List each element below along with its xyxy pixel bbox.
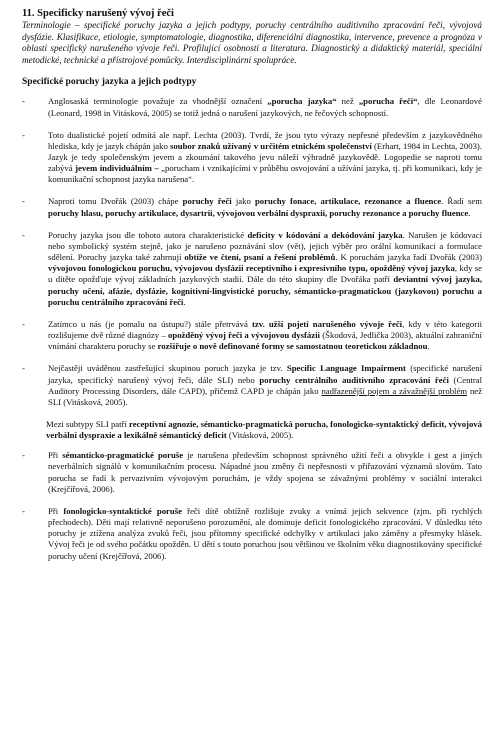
text-run: . bbox=[183, 296, 186, 307]
text-run: , kdy se u dítěte opožďuje vývoj základních jazykových stadií. Dále do této skupiny dle Dvořáka patří bbox=[48, 263, 482, 285]
list-item-text bbox=[48, 230, 482, 308]
list-item bbox=[22, 506, 482, 562]
text-run: . bbox=[427, 341, 430, 352]
text-run: Nejčastěji uváděnou zastřešující skupinou poruch jazyka je tzv. bbox=[48, 363, 287, 374]
chapter-heading: 11. Specificky narušený vývoj řeči bbox=[22, 8, 174, 19]
text-run: (specifické narušení jazyka, specifický narušený vývoj řeči, dále SLI) nebo bbox=[48, 363, 482, 385]
bold-text-run: tzv. užší pojetí narušeného vývoje řeči bbox=[251, 318, 403, 329]
text-run: řeči dítě obtížně rozlišuje zvuky a vnímá jejich sekvence (zjm. při rychlých přechodech). Děti mají relativně neporušeno porozumění, ale dominuje deficit fonologického zpracování. V důsledku této poruchy je ztížena analýza zvuků řeči, jsou přítomny specifické odchylky v artikulaci jako záměny a přesmyky hlásek. Vývoj řeči je od svého počátku opožděn. U dětí s touto poruchou jsou většinou ve školním věku diagnostikovány specifické poruchy učení (Krejčířová, 2006). bbox=[48, 505, 482, 561]
bullet-dash: - bbox=[22, 363, 25, 374]
bullet-dash: - bbox=[22, 505, 25, 516]
bullet-dash: - bbox=[22, 96, 25, 107]
bold-text-run: poruchy centrálního auditivního zpracování řeči bbox=[259, 374, 449, 385]
text-run: , kdy v této kategorii rozlišujeme dvě různé diagnózy – bbox=[48, 318, 482, 341]
bold-text-run: „porucha jazyka“ bbox=[267, 96, 337, 107]
bullet-dash: - bbox=[22, 229, 25, 240]
subtypes-paragraph bbox=[46, 419, 482, 441]
text-run: Mezi subtypy SLI patří bbox=[46, 418, 130, 429]
list-item bbox=[22, 363, 482, 408]
text-run: Poruchy jazyka jsou dle tohoto autora charakteristické bbox=[48, 229, 248, 240]
bold-text-run: sémanticko-pragmatické poruše bbox=[62, 450, 184, 461]
intro-paragraph: Terminologie – specifické poruchy jazyka a jejich podtypy, poruchy centrálního auditivního zpracování řeči, vývojová dysfázie. Klasifikace, etiologie, symptomatologie, diagnostika, diferenciální diagnostika, intervence, prevence a prognóza v oblasti specifický narušeného vývoje řeči. Profilující osobnosti a literatura. Diagnostický a didaktický materiál, speciální metodické, technické a přístrojové pomůcky. Interdisciplinární spolupráce. bbox=[22, 20, 482, 65]
bold-text-run: rozšiřuje o nově definované formy se samostatnou teoretickou základnou bbox=[157, 341, 428, 352]
bold-text-run: vývojovou fonologickou poruchu, vývojovou dysfázii receptivního i expresivního typu, opožděný vývoj jazyka bbox=[48, 263, 455, 274]
bold-text-run: poruchy hlasu, poruchy artikulace, dysartrii, vývojovou verbální dyspraxii, poruchy rezonance a poruchy fluence bbox=[48, 207, 469, 218]
bold-text-run: opožděný vývoj řeči a vývojovou dysfázii bbox=[168, 330, 320, 341]
bullet-dash: - bbox=[22, 196, 25, 207]
list-item-text bbox=[48, 506, 482, 562]
text-run: , dle Leonardové (Leonard, 1998 in Vitásková, 2005) se totiž jedná o narušení jazykových, ne řečových schopností. bbox=[48, 96, 482, 118]
bullet-dash: - bbox=[22, 129, 25, 140]
text-run: . K poruchám jazyka řadí Dvořák (2003) bbox=[335, 252, 482, 263]
bold-text-run: soubor znaků užívaný v určitém etnickém společenství bbox=[170, 140, 372, 151]
text-run: . Řadí sem bbox=[441, 196, 482, 207]
list-item bbox=[22, 230, 482, 308]
bold-text-run: poruchy řeči bbox=[182, 196, 232, 207]
bold-text-run: „porucha řeči“ bbox=[358, 96, 418, 107]
text-run: Anglosaská terminologie považuje za vhodnější označení bbox=[48, 96, 268, 107]
bullet-list-2 bbox=[22, 450, 482, 561]
text-run: . bbox=[468, 207, 471, 218]
text-run: . Narušen je kódovací nebo symbolický systém stejně, jako je narušeno poznávání slov (vět), jejich výběr pro orální komunikaci a formulace sdělení. Poruchy jazyka také zahrnují bbox=[48, 229, 482, 263]
bold-text-run: obtíže ve čtení, psaní a řešení problémů bbox=[184, 252, 336, 263]
bold-text-run: fonologicko-syntaktické poruše bbox=[63, 505, 182, 516]
bullet-list-1 bbox=[22, 96, 482, 408]
list-item bbox=[22, 96, 482, 118]
text-run: jako bbox=[231, 196, 255, 207]
bold-text-run: deviantní vývoj jazyka, poruchy učení, afázie, dysfázie, kognitivní-lingvistické poruchy, sémanticko-pragmatickou (jazykovou) poruchu a poruchu centrálního zpracování řeči bbox=[48, 274, 483, 307]
text-run: Při bbox=[48, 505, 64, 516]
text-run: „porucham i vznikajícími v průběhu osvojování a užívání jazyka, tj. při komunikaci, kdy je komunikační schopnost jazyka narušena“. bbox=[48, 163, 483, 185]
list-item bbox=[22, 450, 482, 495]
list-item bbox=[22, 319, 482, 352]
list-item-text bbox=[48, 319, 482, 352]
text-run: Naproti tomu Dvořák (2003) chápe bbox=[48, 196, 183, 207]
underlined-text-run: nadřazenější pojem a závažnější problém bbox=[321, 385, 468, 396]
text-run: (Erhart, 1984 in Lechta, 2003). Jazyk je tedy společenským jevem a zkoumání takového jevu náleží výhradně jazykovědě. Logopedie se naproti tomu zabývá bbox=[48, 140, 482, 174]
text-run: je narušena především schopnost správného užití řeči a obvykle i gest a jiných neverbálních signálů v komunikačním procesu. Nápadné jsou změny či nepřesnosti v přiřazování významů slovům. Tato porucha se řadí k pervazivním vývojovým poruchám, je vždy spojena se závažnými problémy v sociální interakci (Krejčířová, 2006). bbox=[48, 450, 482, 494]
list-item bbox=[22, 196, 482, 218]
list-item-text bbox=[48, 130, 482, 186]
text-run: Zatímco u nás (je pomalu na ústupu?) stále přetrvává bbox=[48, 318, 252, 329]
list-item-text bbox=[48, 196, 482, 218]
text-run: než bbox=[336, 96, 359, 107]
bold-text-run: Specific Language Impairment bbox=[286, 363, 406, 374]
text-run: (Central Auditory Processing Disorders, dále CAPD), přičemž CAPD je chápán jako bbox=[48, 374, 483, 396]
text-run: Toto dualistické pojetí odmítá ale např. Lechta (2003). Tvrdí, že jsou tyto výrazy nepřesné především z jazykovědného hlediska, kdy je jazyk chápán jako bbox=[48, 129, 482, 151]
text-run: Při bbox=[48, 450, 63, 461]
bullet-dash: - bbox=[22, 450, 25, 461]
bold-text-run: poruchy fonace, artikulace, rezonance a fluence bbox=[254, 196, 442, 207]
bold-text-run: jevem individuálním – bbox=[75, 163, 159, 174]
list-item bbox=[22, 130, 482, 186]
list-item-text bbox=[48, 450, 482, 495]
list-item-text bbox=[48, 363, 482, 408]
text-run: než SLI (Vitásková, 2005). bbox=[48, 385, 482, 407]
text-run: (Škodová, Jedlička 2003), aktuální zahraniční vnímání charakteru poruchy se bbox=[48, 330, 482, 352]
section-heading: Specifické poruchy jazyka a jejich podtypy bbox=[22, 77, 197, 88]
text-run: (Vitásková, 2005). bbox=[226, 430, 294, 441]
bullet-dash: - bbox=[22, 318, 25, 329]
bold-text-run: deficity v kódování a dekódování jazyka bbox=[247, 229, 403, 240]
list-item-text bbox=[48, 96, 482, 118]
bold-text-run: receptivní agnozie, sémanticko-pragmatická porucha, fonologicko-syntaktický deficit, vývojová verbální dyspraxie a lexikálně sémantický deficit bbox=[46, 418, 482, 441]
